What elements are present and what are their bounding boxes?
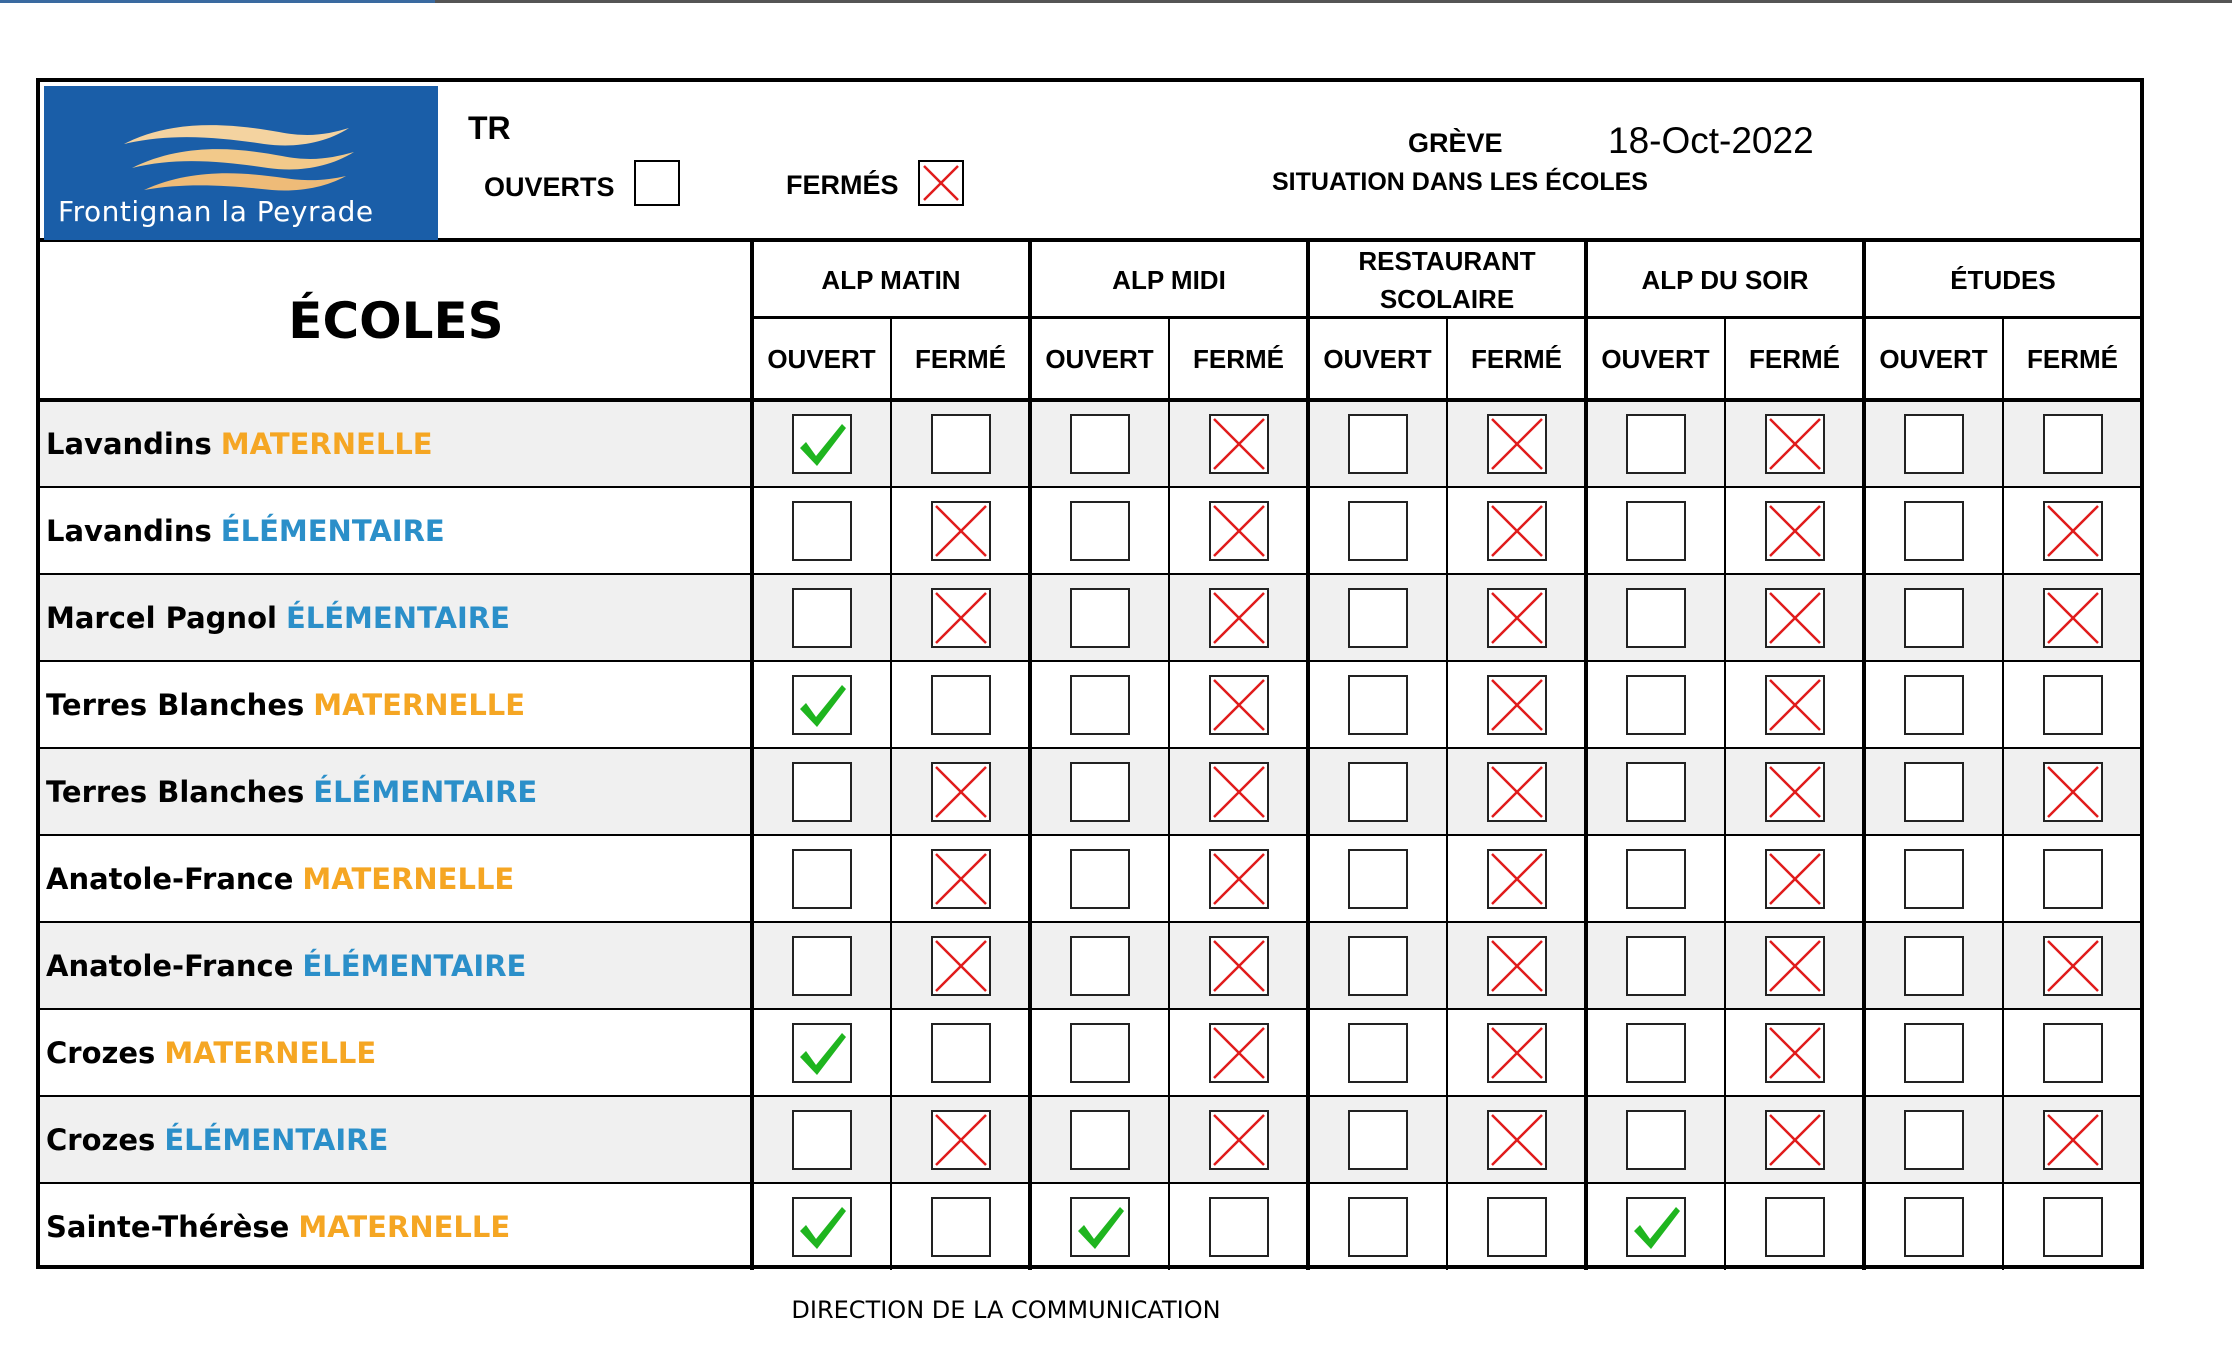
- cross-icon: [933, 764, 989, 820]
- check-icon: [1072, 1199, 1128, 1255]
- status-checkbox: [792, 1110, 852, 1170]
- status-checkbox: [1626, 1197, 1686, 1257]
- status-checkbox: [2043, 849, 2103, 909]
- status-checkbox: [1487, 762, 1547, 822]
- status-checkbox: [1904, 675, 1964, 735]
- status-checkbox: [1209, 675, 1269, 735]
- status-checkbox: [1626, 762, 1686, 822]
- status-checkbox: [792, 414, 852, 474]
- status-checkbox: [1904, 1023, 1964, 1083]
- cross-icon: [1211, 503, 1267, 559]
- status-checkbox: [1209, 1023, 1269, 1083]
- cross-icon: [1767, 938, 1823, 994]
- sub-header-open: OUVERT: [1323, 344, 1432, 374]
- status-checkbox: [1070, 1197, 1130, 1257]
- school-name-cell: [46, 487, 445, 574]
- grid-line: [40, 573, 2142, 575]
- status-checkbox: [1487, 1110, 1547, 1170]
- sub-header-closed: FERMÉ: [1471, 344, 1562, 374]
- status-checkbox: [1765, 936, 1825, 996]
- strike-status-sheet: [36, 78, 2144, 1269]
- grid-line: [1446, 318, 1448, 1270]
- school-name-cell: [46, 922, 526, 1009]
- status-checkbox: [792, 675, 852, 735]
- status-checkbox: [1209, 1110, 1269, 1170]
- status-checkbox: [1904, 414, 1964, 474]
- status-checkbox: [1348, 936, 1408, 996]
- status-checkbox: [792, 849, 852, 909]
- school-type: MATERNELLE: [302, 861, 515, 896]
- cross-icon: [1211, 1112, 1267, 1168]
- grid-line: [1168, 318, 1170, 1270]
- status-checkbox: [1904, 588, 1964, 648]
- status-checkbox: [1765, 1023, 1825, 1083]
- sub-header-open: OUVERT: [1879, 344, 1988, 374]
- status-checkbox: [1348, 1110, 1408, 1170]
- school-name: Lavandins: [46, 513, 212, 548]
- sheet-header: [40, 82, 2140, 242]
- cross-icon: [1767, 1112, 1823, 1168]
- grid-line: [40, 834, 2142, 836]
- status-checkbox: [1487, 588, 1547, 648]
- school-type: MATERNELLE: [313, 687, 526, 722]
- situation-title: SITUATION DANS LES ÉCOLES: [1272, 168, 1648, 196]
- status-checkbox: [1487, 936, 1547, 996]
- table-row: [40, 835, 2140, 922]
- sub-header-open: OUVERT: [1045, 344, 1154, 374]
- sub-header-closed: FERMÉ: [915, 344, 1006, 374]
- cross-icon: [2045, 938, 2101, 994]
- status-checkbox: [1070, 762, 1130, 822]
- group-header: ÉTUDES: [1950, 265, 2056, 295]
- legend-closed-checkbox: [918, 160, 964, 206]
- school-name: Marcel Pagnol: [46, 600, 277, 635]
- status-checkbox: [1348, 849, 1408, 909]
- status-checkbox: [931, 501, 991, 561]
- school-name: Anatole-France: [46, 948, 294, 983]
- status-checkbox: [2043, 1197, 2103, 1257]
- status-checkbox: [1904, 1110, 1964, 1170]
- status-checkbox: [1626, 588, 1686, 648]
- status-checkbox: [931, 936, 991, 996]
- cross-icon: [2045, 503, 2101, 559]
- check-icon: [794, 677, 850, 733]
- status-checkbox: [792, 588, 852, 648]
- status-checkbox: [1209, 762, 1269, 822]
- status-checkbox: [1348, 1197, 1408, 1257]
- cross-icon: [1767, 1025, 1823, 1081]
- schools-column-header: ÉCOLES: [288, 292, 504, 350]
- status-checkbox: [1209, 501, 1269, 561]
- school-name-cell: [46, 400, 433, 487]
- school-name-cell: [46, 748, 537, 835]
- cross-icon: [1211, 416, 1267, 472]
- grid-line: [752, 316, 2142, 319]
- grid-line: [40, 1095, 2142, 1097]
- status-checkbox: [2043, 588, 2103, 648]
- legend-closed-label: FERMÉS: [786, 170, 899, 200]
- school-name: Crozes: [46, 1035, 156, 1070]
- grid-line: [750, 242, 754, 1270]
- status-checkbox: [1348, 501, 1408, 561]
- status-checkbox: [1070, 414, 1130, 474]
- grid-line: [1584, 242, 1588, 1270]
- cross-icon: [1489, 503, 1545, 559]
- cross-icon: [1489, 1025, 1545, 1081]
- status-checkbox: [1070, 675, 1130, 735]
- status-checkbox: [1765, 675, 1825, 735]
- status-checkbox: [931, 849, 991, 909]
- check-icon: [794, 416, 850, 472]
- status-checkbox: [1209, 849, 1269, 909]
- cross-icon: [1211, 764, 1267, 820]
- status-checkbox: [1487, 501, 1547, 561]
- status-checkbox: [1765, 501, 1825, 561]
- status-checkbox: [1070, 1023, 1130, 1083]
- status-checkbox: [1348, 675, 1408, 735]
- status-checkbox: [1487, 849, 1547, 909]
- status-checkbox: [1904, 501, 1964, 561]
- status-checkbox: [1626, 675, 1686, 735]
- strike-label: GRÈVE: [1408, 128, 1503, 158]
- status-checkbox: [1487, 414, 1547, 474]
- cross-icon: [1489, 851, 1545, 907]
- school-type: ÉLÉMENTAIRE: [313, 774, 538, 809]
- status-checkbox: [1348, 588, 1408, 648]
- group-header: RESTAURANT SCOLAIRE: [1358, 246, 1536, 314]
- header-code: TR: [468, 110, 511, 146]
- status-checkbox: [931, 1023, 991, 1083]
- grid-line: [2002, 318, 2004, 1270]
- cross-icon: [1767, 851, 1823, 907]
- grid-line: [40, 398, 2142, 402]
- status-checkbox: [1626, 936, 1686, 996]
- table-row: [40, 661, 2140, 748]
- grid-line: [40, 1008, 2142, 1010]
- status-checkbox: [1070, 849, 1130, 909]
- check-icon: [794, 1025, 850, 1081]
- footer-label: DIRECTION DE LA COMMUNICATION: [791, 1296, 1221, 1324]
- city-logo: [44, 86, 438, 240]
- status-checkbox: [1070, 501, 1130, 561]
- cross-icon: [1767, 503, 1823, 559]
- school-type: MATERNELLE: [298, 1209, 511, 1244]
- school-type: MATERNELLE: [220, 426, 433, 461]
- status-checkbox: [931, 1110, 991, 1170]
- cross-icon: [1211, 851, 1267, 907]
- status-checkbox: [1904, 762, 1964, 822]
- table-row: [40, 1009, 2140, 1096]
- school-type: MATERNELLE: [164, 1035, 377, 1070]
- status-checkbox: [792, 501, 852, 561]
- school-name-cell: [46, 1096, 388, 1183]
- status-checkbox: [1487, 1197, 1547, 1257]
- cross-icon: [933, 1112, 989, 1168]
- status-checkbox: [792, 762, 852, 822]
- sub-header-closed: FERMÉ: [2027, 344, 2118, 374]
- grid-line: [40, 660, 2142, 662]
- grid-line: [1028, 242, 1032, 1270]
- status-checkbox: [2043, 414, 2103, 474]
- school-name-cell: [46, 1009, 376, 1096]
- status-checkbox: [2043, 675, 2103, 735]
- status-checkbox: [931, 414, 991, 474]
- status-checkbox: [1765, 588, 1825, 648]
- school-name-cell: [46, 1183, 510, 1270]
- footer-text: [0, 1296, 2232, 1324]
- status-checkbox: [1765, 849, 1825, 909]
- school-name: Lavandins: [46, 426, 212, 461]
- school-type: ÉLÉMENTAIRE: [285, 600, 510, 635]
- cross-icon: [1211, 1025, 1267, 1081]
- status-checkbox: [1626, 1023, 1686, 1083]
- status-checkbox: [792, 1023, 852, 1083]
- status-checkbox: [1209, 588, 1269, 648]
- table-row: [40, 487, 2140, 574]
- grid-line: [1306, 242, 1310, 1270]
- status-checkbox: [1626, 849, 1686, 909]
- legend-open-checkbox: [634, 160, 680, 206]
- sub-header-open: OUVERT: [1601, 344, 1710, 374]
- status-checkbox: [1487, 675, 1547, 735]
- cross-icon: [933, 851, 989, 907]
- school-name-cell: [46, 835, 514, 922]
- status-checkbox: [1070, 936, 1130, 996]
- school-name: Terres Blanches: [46, 687, 305, 722]
- status-checkbox: [1626, 414, 1686, 474]
- status-checkbox: [1070, 1110, 1130, 1170]
- status-checkbox: [1765, 1110, 1825, 1170]
- status-checkbox: [1765, 1197, 1825, 1257]
- strike-date: 18-Oct-2022: [1608, 120, 1814, 161]
- status-checkbox: [1209, 414, 1269, 474]
- cross-icon: [1211, 590, 1267, 646]
- status-checkbox: [792, 1197, 852, 1257]
- status-checkbox: [1209, 1197, 1269, 1257]
- group-header: ALP DU SOIR: [1641, 265, 1809, 295]
- status-checkbox: [1904, 1197, 1964, 1257]
- school-name-cell: [46, 661, 525, 748]
- status-checkbox: [931, 762, 991, 822]
- status-checkbox: [1904, 936, 1964, 996]
- cross-icon: [933, 938, 989, 994]
- sub-header-closed: FERMÉ: [1193, 344, 1284, 374]
- top-border-accent: [0, 0, 435, 3]
- table-row: [40, 1096, 2140, 1183]
- school-type: ÉLÉMENTAIRE: [220, 513, 445, 548]
- table-row: [40, 748, 2140, 835]
- status-checkbox: [1348, 762, 1408, 822]
- check-icon: [1628, 1199, 1684, 1255]
- table-row: [40, 574, 2140, 661]
- check-icon: [794, 1199, 850, 1255]
- status-checkbox: [931, 1197, 991, 1257]
- status-checkbox: [1626, 501, 1686, 561]
- sub-header-open: OUVERT: [767, 344, 876, 374]
- status-checkbox: [2043, 762, 2103, 822]
- status-checkbox: [1348, 414, 1408, 474]
- status-checkbox: [2043, 936, 2103, 996]
- school-name-cell: [46, 574, 510, 661]
- group-header: ALP MIDI: [1112, 265, 1226, 295]
- school-type: ÉLÉMENTAIRE: [164, 1122, 389, 1157]
- status-checkbox: [1348, 1023, 1408, 1083]
- grid-line: [1724, 318, 1726, 1270]
- grid-line: [40, 747, 2142, 749]
- status-checkbox: [1070, 588, 1130, 648]
- cross-icon: [933, 503, 989, 559]
- status-checkbox: [931, 675, 991, 735]
- status-checkbox: [1487, 1023, 1547, 1083]
- grid-line: [40, 1182, 2142, 1184]
- cross-icon: [1489, 1112, 1545, 1168]
- status-checkbox: [2043, 1023, 2103, 1083]
- cross-icon: [1211, 938, 1267, 994]
- status-checkbox: [2043, 501, 2103, 561]
- status-checkbox: [792, 936, 852, 996]
- cross-icon: [1489, 764, 1545, 820]
- cross-icon: [2045, 1112, 2101, 1168]
- cross-icon: [933, 590, 989, 646]
- cross-icon: [1767, 764, 1823, 820]
- school-name: Sainte-Thérèse: [46, 1209, 290, 1244]
- cross-icon: [1489, 416, 1545, 472]
- status-checkbox: [1209, 936, 1269, 996]
- grid-line: [40, 486, 2142, 488]
- cross-icon: [1489, 590, 1545, 646]
- waves-icon: [114, 106, 364, 206]
- grid-line: [1862, 242, 1866, 1270]
- legend-open-label: OUVERTS: [484, 172, 615, 202]
- cross-icon: [1211, 677, 1267, 733]
- cross-icon: [1767, 677, 1823, 733]
- status-checkbox: [931, 588, 991, 648]
- grid-line: [40, 921, 2142, 923]
- cross-icon: [1489, 677, 1545, 733]
- cross-icon: [1767, 590, 1823, 646]
- cross-icon: [1767, 416, 1823, 472]
- cross-icon: [920, 162, 962, 204]
- status-checkbox: [1765, 414, 1825, 474]
- grid-line: [890, 318, 892, 1270]
- table-row: [40, 400, 2140, 487]
- status-checkbox: [1904, 849, 1964, 909]
- school-name: Crozes: [46, 1122, 156, 1157]
- group-header: ALP MATIN: [821, 265, 961, 295]
- school-name: Terres Blanches: [46, 774, 305, 809]
- status-checkbox: [1765, 762, 1825, 822]
- school-name: Anatole-France: [46, 861, 294, 896]
- status-checkbox: [2043, 1110, 2103, 1170]
- logo-text: Frontignan la Peyrade: [58, 195, 374, 228]
- status-checkbox: [1626, 1110, 1686, 1170]
- cross-icon: [1489, 938, 1545, 994]
- cross-icon: [2045, 590, 2101, 646]
- cross-icon: [2045, 764, 2101, 820]
- sub-header-closed: FERMÉ: [1749, 344, 1840, 374]
- school-type: ÉLÉMENTAIRE: [302, 948, 527, 983]
- table-row: [40, 922, 2140, 1009]
- table-row: [40, 1183, 2140, 1270]
